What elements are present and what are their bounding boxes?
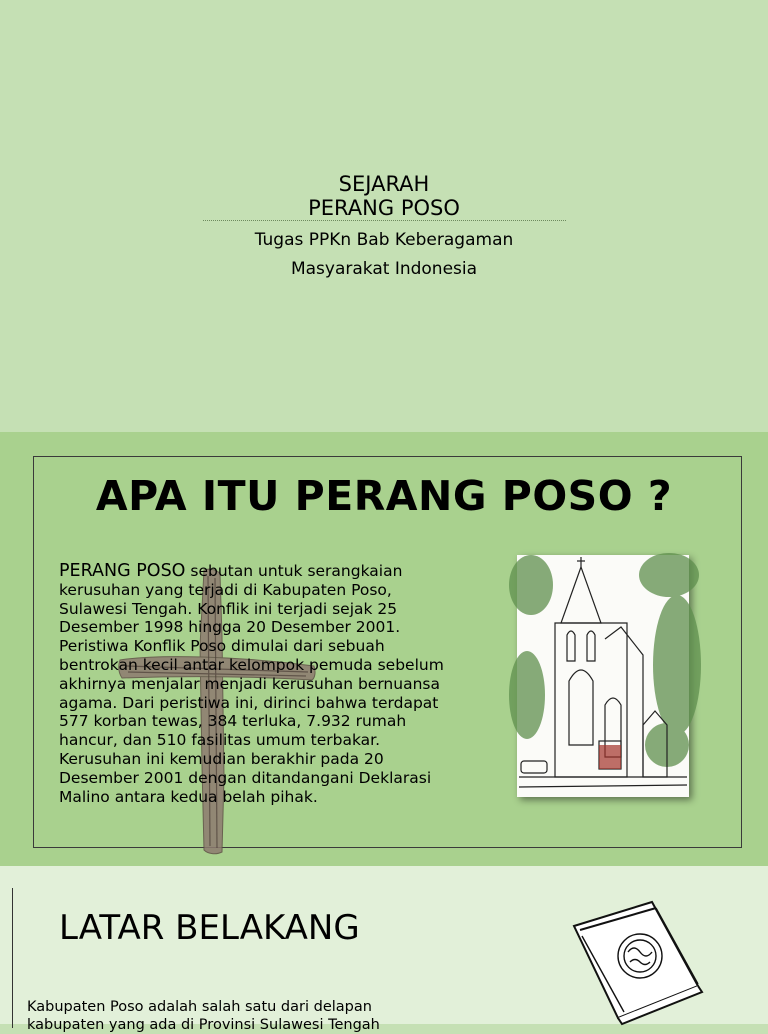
quran-book-image [566,896,706,1024]
background-slide [0,866,768,1033]
body-lead: PERANG POSO [59,561,186,581]
latar-belakang-heading: LATAR BELAKANG [59,908,360,948]
title-divider [203,220,566,221]
content-slide [0,432,768,866]
body-text: sebutan untuk serangkaian kerusuhan yang terjadi di Kabupaten Poso, Sulawesi Tengah. Konflik ini terjadi sejak 25 Desember 1998 hingga 20 Desember 2001. Peristiwa Konflik Poso dimulai dari sebuah bentrokan kecil antar kelompok pemuda sebelum akhirnya menjalar menjadi kerusuhan bernuansa agama. Dari peristiwa ini, dirinci bahwa terdapat 577 korban tewas, 384 terluka, 7.932 rumah hancur, dan 510 fasilitas umum terbakar. Kerusuhan ini kemudian berakhir pada 20 Desember 2001 dengan ditandangani Deklarasi Malino antara kedua belah pihak. [59,562,444,806]
subtitle-line-1: Tugas PPKn Bab Keberagaman [254,230,514,250]
church-image [517,555,689,797]
subtitle-line-2: Masyarakat Indonesia [290,259,478,279]
title-line-2: PERANG POSO [308,196,460,220]
latar-belakang-paragraph: Kabupaten Poso adalah salah satu dari delapan kabupaten yang ada di Provinsi Sulawesi Tengah [27,999,380,1033]
section-heading: APA ITU PERANG POSO ? [95,472,673,520]
title-line-1: SEJARAH [338,172,430,196]
title-slide [0,0,768,432]
left-divider [12,888,13,1028]
body-paragraph [59,562,459,806]
